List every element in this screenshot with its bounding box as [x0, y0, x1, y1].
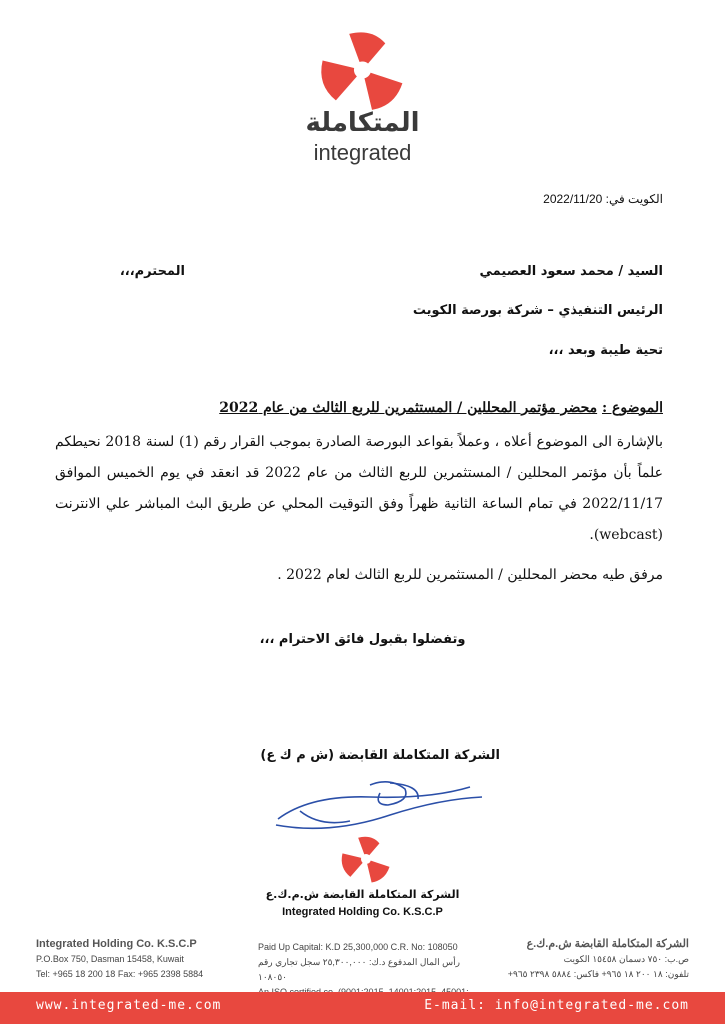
signatory-company: الشركة المتكاملة القابضة (ش م ك ع) [260, 748, 500, 763]
recipient-title: الرئيس التنفيذي – شركة بورصة الكويت [412, 303, 663, 318]
company-logo-icon [315, 30, 410, 110]
subject-line [55, 400, 663, 416]
footer-company-en: Integrated Holding Co. K.S.C.P [36, 938, 197, 950]
subject-label: الموضوع : [602, 400, 663, 416]
footer-company-ar: الشركة المتكاملة القابضة ش.م.ك.ع [526, 938, 689, 950]
footer-capital-arabic: رأس المال المدفوع د.ك: ٢٥,٣٠٠,٠٠٠ سجل تجاري رقم ١٠٨٠٥٠ [258, 957, 460, 982]
footer-contact-en: Tel: +965 18 200 18 Fax: +965 2398 5884 [36, 969, 204, 979]
attachment-paragraph: مرفق طيه محضر المحللين / المستثمرين للربع الثالث لعام 2022 . [277, 567, 663, 583]
footer-address-en: P.O.Box 750, Dasman 15458, Kuwait [36, 954, 184, 964]
letter-date: الكويت في: 2022/11/20 [543, 192, 663, 206]
footer-bar [0, 992, 725, 1024]
footer-address-ar: ص.ب: ٧٥٠ دسمان ١٥٤٥٨ الكويت [563, 954, 689, 964]
footer-right [489, 937, 689, 982]
subject-text: محضر مؤتمر المحللين / المستثمرين للربع الثالث من عام 2022 [219, 400, 598, 416]
recipient-name: السيد / محمد سعود العصيمي [479, 264, 663, 279]
website-link[interactable]: www.integrated-me.com [36, 998, 222, 1013]
footer-capital: Paid Up Capital: K.D 25,300,000 C.R. No: 108050 [258, 942, 458, 952]
stamp-logo-icon [338, 835, 394, 883]
footer-left [36, 937, 236, 982]
closing-line: وتفضلوا بقبول فائق الاحترام ،،، [259, 632, 466, 647]
logo-english-wordmark: integrated [313, 140, 412, 165]
logo-arabic-wordmark: المتكاملة [305, 108, 420, 138]
email-link[interactable]: E-mail: info@integrated-me.com [424, 998, 689, 1013]
greeting: تحية طيبة وبعد ،،، [548, 343, 663, 358]
recipient-honorific: المحترم،،، [119, 264, 185, 279]
body-paragraph: بالإشارة الى الموضوع أعلاه ، وعملاً بقواعد البورصة الصادرة بموجب القرار رقم (1) لسنة 2018 نحيطكم علماً بأن مؤتمر المحللين / المستثمرين للربع الثالث من عام 2022 قد انعقد في يوم الخميس الموافق 2022/11/17 في تمام الساعة الثانية ظهراً وفق التوقيت المحلي عن طريق البث المباشر علي الانترنت (webcast). [55, 434, 663, 543]
stamp-company-english: Integrated Holding Co. K.S.C.P [282, 906, 443, 918]
stamp-company-arabic: الشركة المتكاملة القابضة ش.م.ك.ع [265, 888, 460, 901]
footer-contact-ar: تلفون: ١٨ ٢٠٠ ١٨ ٩٦٥+ فاكس: ٥٨٨٤ ٢٣٩٨ ٩٦٥+ [507, 969, 689, 979]
